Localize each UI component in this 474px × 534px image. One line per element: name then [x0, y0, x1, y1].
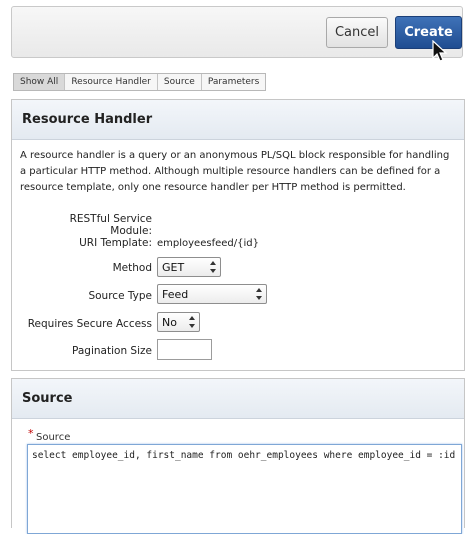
- resource-handler-title: Resource Handler: [12, 100, 464, 140]
- method-label: Method: [112, 262, 152, 274]
- tab-parameters[interactable]: Parameters: [207, 77, 260, 87]
- source-title: Source: [12, 379, 464, 419]
- resource-handler-region: [11, 99, 465, 371]
- cancel-button[interactable]: Cancel: [326, 17, 388, 48]
- tab-show-all[interactable]: Show All: [14, 74, 65, 90]
- tab-resource-handler[interactable]: Resource Handler: [65, 74, 158, 90]
- uri-template-label: URI Template:: [79, 237, 152, 249]
- source-type-label: Source Type: [88, 290, 152, 302]
- required-indicator: *: [28, 427, 34, 440]
- source-type-select-value: Feed: [162, 287, 189, 301]
- source-field-label: Source: [36, 432, 71, 443]
- pagination-size-input[interactable]: [157, 339, 212, 360]
- secure-access-select-value: No: [162, 315, 177, 329]
- uri-template-value: employeesfeed/{id}: [157, 238, 259, 249]
- resource-handler-description: A resource handler is a query or an anonymous PL/SQL block responsible for handling a particular HTTP method. Although multiple resource handlers can be defined for a resource template, only one resource handler per HTTP method is permitted.: [20, 150, 450, 193]
- create-button[interactable]: Create: [395, 16, 462, 49]
- source-textarea[interactable]: select employee_id, first_name from oehr_employees where employee_id = :id: [27, 444, 462, 534]
- method-select-value: GET: [162, 260, 185, 274]
- tab-source[interactable]: Source: [158, 74, 202, 90]
- method-select[interactable]: [157, 257, 221, 277]
- select-arrows-icon: [209, 260, 217, 274]
- select-arrows-icon: [255, 287, 263, 301]
- mouse-cursor-icon: [432, 40, 450, 64]
- pagination-size-label: Pagination Size: [72, 345, 152, 357]
- secure-access-label: Requires Secure Access: [27, 318, 152, 330]
- secure-access-select[interactable]: [157, 312, 200, 332]
- restful-module-label: RESTful Service Module:: [69, 213, 152, 237]
- region-tabs: [13, 73, 266, 91]
- select-arrows-icon: [188, 315, 196, 329]
- source-type-select[interactable]: [157, 284, 267, 304]
- source-region: [11, 378, 465, 528]
